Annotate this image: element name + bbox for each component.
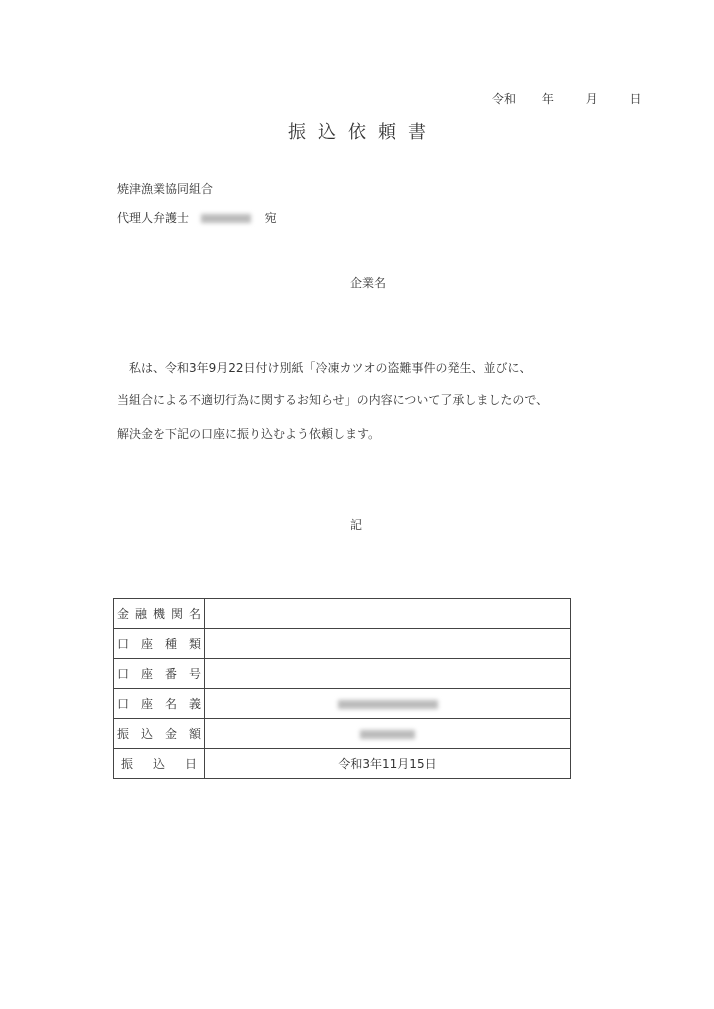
label-char: 座 [140,667,153,681]
table-row-bank-name [114,599,571,629]
redacted-name [201,214,251,223]
body-line-1: 私は、令和3年9月22日付け別紙「冷凍カツオの盗難事件の発生、並びに、 [129,361,532,375]
transfer-amount-value[interactable] [205,719,571,749]
label-char: 口 [117,637,130,651]
attorney-prefix: 代理人弁護士 [117,211,190,225]
body-line-2: 当組合による不適切行為に関するお知らせ」の内容について了承しましたので、 [117,393,549,407]
label-char: 口 [117,667,130,681]
label-char: 金 [117,607,130,621]
label-char: 機 [152,607,165,621]
redacted-value [360,730,415,739]
label-char: 日 [184,757,197,771]
label-char: 振 [121,757,134,771]
date-line [492,90,642,107]
transfer-date-label [114,749,205,779]
label-char: 込 [140,727,153,741]
account-type-label [114,629,205,659]
redacted-value [338,700,438,709]
transfer-amount-label [114,719,205,749]
date-day: 日 [629,92,642,106]
label-char: 種 [164,637,177,651]
ki-label: 記 [350,518,363,532]
label-char: 号 [188,667,201,681]
table-row-account-number [114,659,571,689]
table-row-transfer-date [114,749,571,779]
transfer-date-value[interactable] [205,749,571,779]
label-char: 込 [152,757,165,771]
label-char: 振 [117,727,130,741]
date-year: 年 [541,92,554,106]
account-holder-value[interactable] [205,689,571,719]
label-char: 座 [140,637,153,651]
label-char: 金 [164,727,177,741]
label-char: 名 [188,607,201,621]
account-number-label [114,659,205,689]
recipient-attorney [117,209,277,226]
label-char: 番 [164,667,177,681]
body-line-3: 解決金を下記の口座に振り込むよう依頼します。 [117,427,381,441]
bank-name-label [114,599,205,629]
account-holder-label [114,689,205,719]
company-label: 企業名 [350,276,387,290]
label-char: 融 [134,607,147,621]
table-row-account-holder [114,689,571,719]
table-row-account-type [114,629,571,659]
document-title: 振込依頼書 [288,122,438,143]
label-char: 口 [117,697,130,711]
date-era: 令和 [492,92,517,106]
table-row-transfer-amount [114,719,571,749]
label-char: 類 [188,637,201,651]
bank-name-value[interactable] [205,599,571,629]
label-char: 義 [188,697,201,711]
label-char: 座 [140,697,153,711]
value-text: 令和3年11月15日 [338,757,437,771]
label-char: 額 [188,727,201,741]
account-number-value[interactable] [205,659,571,689]
label-char: 名 [164,697,177,711]
date-month: 月 [585,92,598,106]
account-type-value[interactable] [205,629,571,659]
attorney-suffix: 宛 [264,211,277,225]
transfer-table [113,598,571,779]
recipient-org: 焼津漁業協同組合 [117,182,214,196]
label-char: 関 [170,607,183,621]
